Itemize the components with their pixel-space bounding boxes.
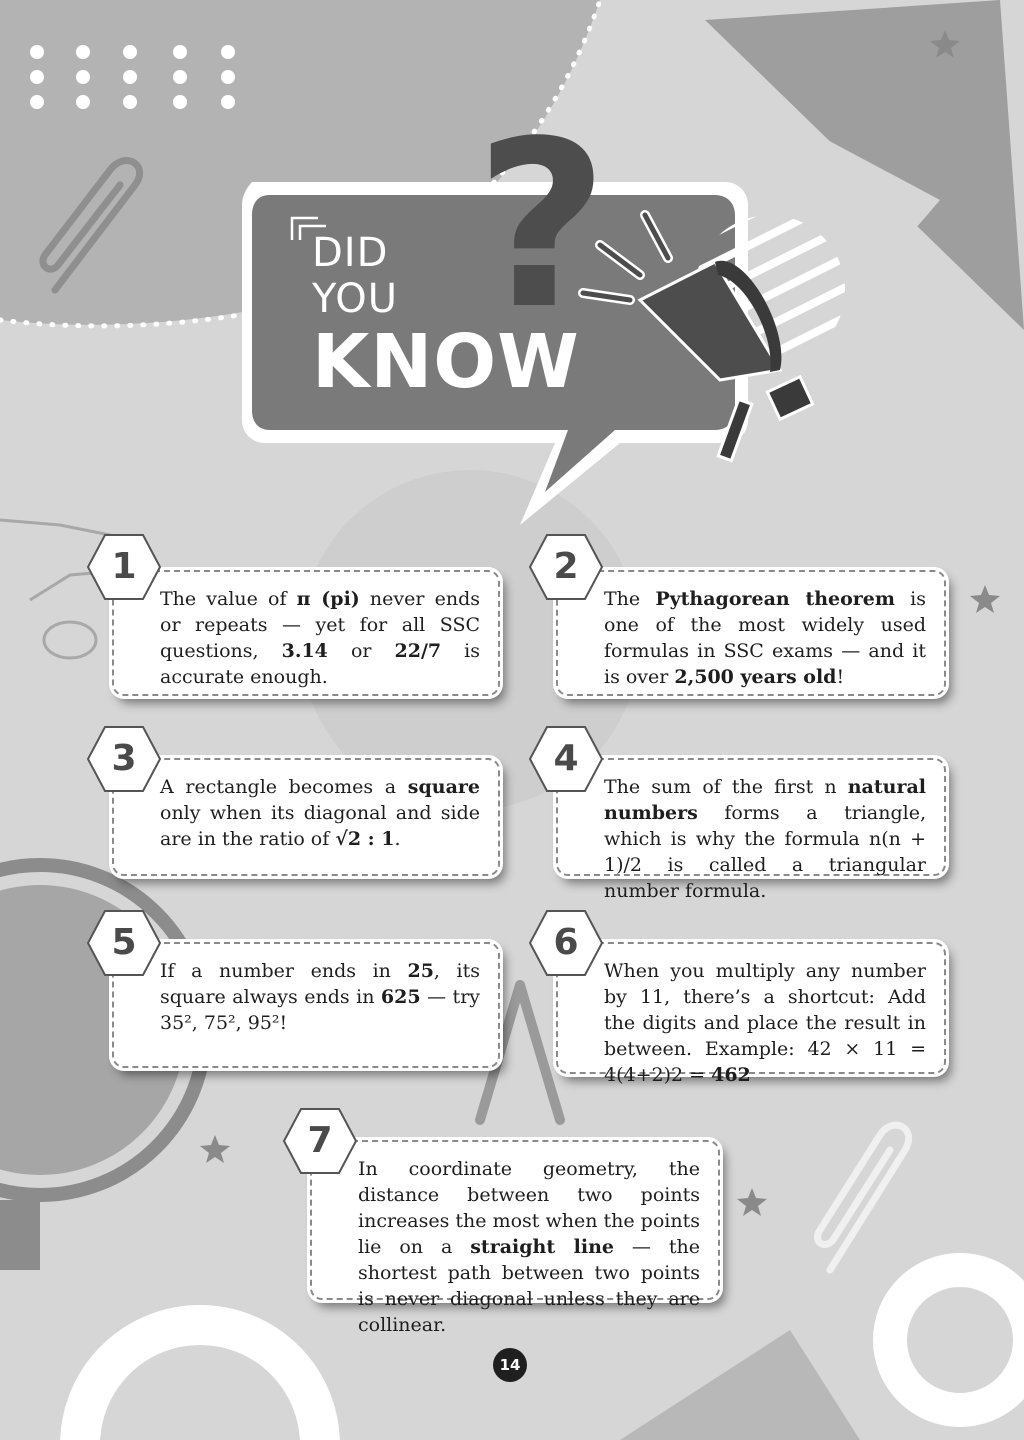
fact-card-7 xyxy=(310,1140,720,1336)
fact-text xyxy=(358,1156,700,1338)
fact-card-5 xyxy=(112,942,500,1068)
fact-text-run: never ends or repeats — yet for all SSC questions, xyxy=(160,588,480,662)
fact-number: 2 xyxy=(553,546,579,587)
fact-number-badge-4 xyxy=(528,724,604,794)
fact-number: 3 xyxy=(111,738,137,779)
fact-text-run: forms a triangle, which is why the formula n(n + 1)/2 is called a triangular number formula. xyxy=(604,802,926,902)
fact-text-run: ! xyxy=(836,666,845,688)
fact-number: 4 xyxy=(553,738,579,779)
fact-text-bold: 462 xyxy=(711,1064,751,1086)
page-number: 14 xyxy=(493,1348,527,1382)
fact-text-run: The sum of the first n xyxy=(604,776,848,798)
fact-text-bold: Pythagorean theorem xyxy=(655,588,896,610)
fact-text-bold: 625 xyxy=(380,986,421,1008)
fact-number-badge-5 xyxy=(86,908,162,978)
fact-number: 1 xyxy=(111,546,137,587)
fact-card-1 xyxy=(112,570,500,696)
fact-text-bold: π (pi) xyxy=(296,588,360,610)
fact-text-run: The value of xyxy=(160,588,297,610)
fact-text-run: or xyxy=(327,640,395,662)
fact-text-run: When you multiply any number by 11, there’s a shortcut: Add the digits and place the result in between. Example: 42 × 11 = 4(4+2)2 = xyxy=(604,960,926,1086)
fact-text xyxy=(160,774,480,852)
fact-number: 5 xyxy=(111,922,137,963)
title-line-3: KNOW xyxy=(312,319,580,405)
fact-text-bold: √2 : 1 xyxy=(335,828,395,850)
fact-text-bold: straight line xyxy=(470,1236,614,1258)
fact-text xyxy=(604,586,926,690)
title-line-1: DID xyxy=(312,230,389,276)
fact-text-run: In coordinate geometry, the distance between two points increases the most when the points lie on a xyxy=(358,1158,700,1258)
fact-text-run: A rectangle becomes a xyxy=(160,776,408,798)
fact-text-bold: 22/7 xyxy=(394,640,442,662)
fact-text-run: is one of the most widely used formulas in SSC exams — and it is over xyxy=(604,588,926,688)
fact-card-2 xyxy=(556,570,946,696)
fact-number-badge-1 xyxy=(86,532,162,602)
fact-number: 6 xyxy=(553,922,579,963)
fact-text xyxy=(604,774,926,904)
fact-text-run: , its square always ends in xyxy=(160,960,481,1008)
fact-text-run: . xyxy=(394,828,401,850)
fact-text xyxy=(160,958,480,1036)
fact-number-badge-2 xyxy=(528,532,604,602)
fact-text-bold: 3.14 xyxy=(281,640,328,662)
fact-text-run: is accurate enough. xyxy=(160,640,480,688)
fact-text-run: — the shortest path between two points is never diagonal unless they are collinear. xyxy=(358,1236,700,1336)
fact-text-bold: square xyxy=(407,776,480,798)
fact-text xyxy=(604,958,926,1088)
fact-number-badge-3 xyxy=(86,724,162,794)
did-you-know-title xyxy=(312,230,580,405)
fact-text-run: only when its diagonal and side are in the ratio of xyxy=(160,802,480,850)
fact-card-6 xyxy=(556,942,946,1086)
fact-card-4 xyxy=(556,758,946,902)
fact-number-badge-6 xyxy=(528,908,604,978)
fact-number: 7 xyxy=(307,1120,333,1161)
fact-number-badge-7 xyxy=(282,1106,358,1176)
question-mark-icon: ? xyxy=(475,93,609,360)
fact-text-bold: 2,500 years old xyxy=(674,666,837,688)
fact-text-run: If a number ends in xyxy=(160,960,408,982)
fact-text-run: — try 35², 75², 95²! xyxy=(160,986,481,1034)
fact-text-bold: natural numbers xyxy=(604,776,926,824)
fact-card-3 xyxy=(112,758,500,876)
fact-text-bold: 25 xyxy=(407,960,434,982)
fact-text-run: The xyxy=(604,588,656,610)
title-line-2: YOU xyxy=(312,276,399,322)
fact-text xyxy=(160,586,480,690)
